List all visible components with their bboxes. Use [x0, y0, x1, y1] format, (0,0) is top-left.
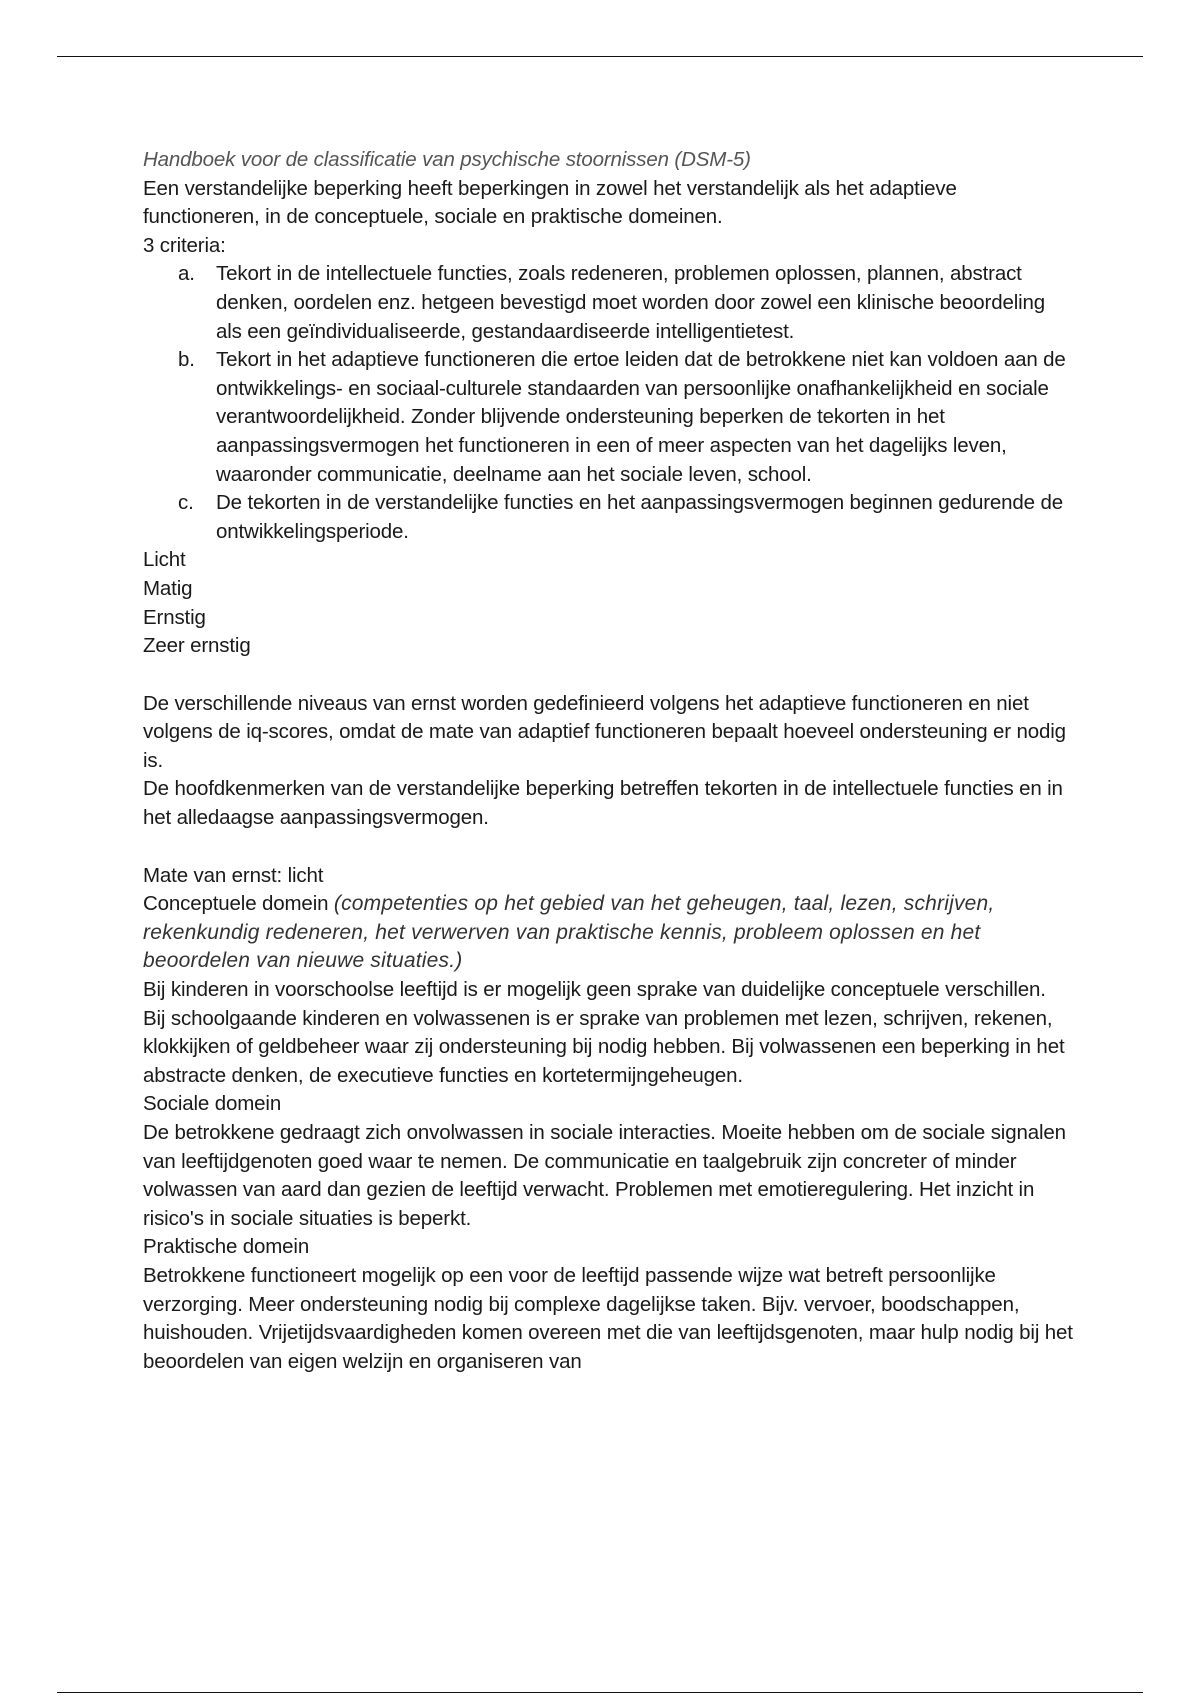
level-matig: Matig: [143, 576, 193, 600]
criteria-item: [143, 489, 1073, 546]
levels-paragraph: De verschillende niveaus van ernst worden gedefinieerd volgens het adaptieve functioneren en niet volgens de iq-scores, omdat de mate van adaptief functioneren bepaalt hoeveel ondersteuning er nodig is.: [143, 691, 1066, 772]
intro-paragraph: Een verstandelijke beperking heeft beperkingen in zowel het verstandelijk als het adaptieve functioneren, in de conceptuele, sociale en praktische domeinen.: [143, 176, 957, 229]
document-body: [143, 146, 1073, 1376]
practical-label: Praktische domein: [143, 1235, 310, 1259]
conceptual-heading: [143, 890, 1073, 976]
header-rule: [57, 56, 1143, 57]
conceptual-label: Conceptuele domein: [143, 892, 329, 916]
level-licht: Licht: [143, 548, 186, 572]
severity-label: Mate van ernst: licht: [143, 863, 324, 887]
level-ernstig: Ernstig: [143, 605, 206, 629]
conceptual-note: (competenties op het gebied van het geheugen, taal, lezen, schrijven, rekenkundig redeneren, het verwerven van praktische kennis, probleem oplossen en het beoordelen van nieuwe situaties.): [143, 892, 995, 973]
spacer: [143, 833, 1073, 862]
criteria-item: [143, 346, 1073, 489]
criteria-item: [143, 260, 1073, 346]
spacer: [143, 661, 1073, 690]
criteria-label: 3 criteria:: [143, 233, 226, 257]
criteria-text: De tekorten in de verstandelijke functies en het aanpassingsvermogen beginnen gedurende de ontwikkelingsperiode.: [216, 491, 1063, 543]
criteria-text: Tekort in het adaptieve functioneren die ertoe leiden dat de betrokkene niet kan voldoen aan de ontwikkelings- en sociaal-culturele standaarden van persoonlijke onafhankelijkheid en sociale verantwoordelijkheid. Zonder blijvende ondersteuning beperken de tekorten in het aanpassingsvermogen het functioneren in een of meer aspecten van het dagelijks leven, waaronder communicatie, deelname aan het sociale leven, school.: [216, 348, 1066, 486]
practical-text: Betrokkene functioneert mogelijk op een voor de leeftijd passende wijze wat betreft persoonlijke verzorging. Meer ondersteuning nodig bij complexe dagelijkse taken. Bijv. vervoer, boodschappen, huishouden. Vrijetijdsvaardigheden komen overeen met die van leeftijdsgenoten, maar hulp nodig bij het beoordelen van eigen welzijn en organiseren van: [143, 1263, 1073, 1373]
social-text: De betrokkene gedraagt zich onvolwassen in sociale interacties. Moeite hebben om de sociale signalen van leeftijdgenoten goed waar te nemen. De communicatie en taalgebruik zijn concreter of minder volwassen van aard dan gezien de leeftijd verwacht. Problemen met emotieregulering. Het inzicht in risico's in sociale situaties is beperkt.: [143, 1121, 1066, 1230]
core-features-paragraph: De hoofdkenmerken van de verstandelijke beperking betreffen tekorten in de intellectuele functies en in het alledaagse aanpassingsvermogen.: [143, 777, 1063, 830]
criteria-text: Tekort in de intellectuele functies, zoals redeneren, problemen oplossen, plannen, abstract denken, oordelen enz. hetgeen bevestigd moet worden door zowel een klinische beoordeling als een geïndividualiseerde, gestandaardiseerde intelligentietest.: [216, 262, 1046, 343]
criteria-list: [143, 260, 1073, 546]
list-marker: b.: [178, 348, 195, 372]
document-title: Handboek voor de classificatie van psychische stoornissen (DSM-5): [143, 148, 751, 171]
list-marker: c.: [178, 491, 194, 515]
list-marker: a.: [178, 262, 195, 286]
social-label: Sociale domein: [143, 1092, 282, 1116]
conceptual-text: Bij kinderen in voorschoolse leeftijd is er mogelijk geen sprake van duidelijke conceptuele verschillen. Bij schoolgaande kinderen en volwassenen is er sprake van problemen met lezen, schrijven, rekenen, klokkijken of geldbeheer waar zij ondersteuning bij nodig hebben. Bij volwassenen een beperking in het abstracte denken, de executieve functies en kortetermijngeheugen.: [143, 978, 1065, 1087]
level-zeer-ernstig: Zeer ernstig: [143, 634, 251, 658]
footer-rule: [57, 1692, 1143, 1693]
